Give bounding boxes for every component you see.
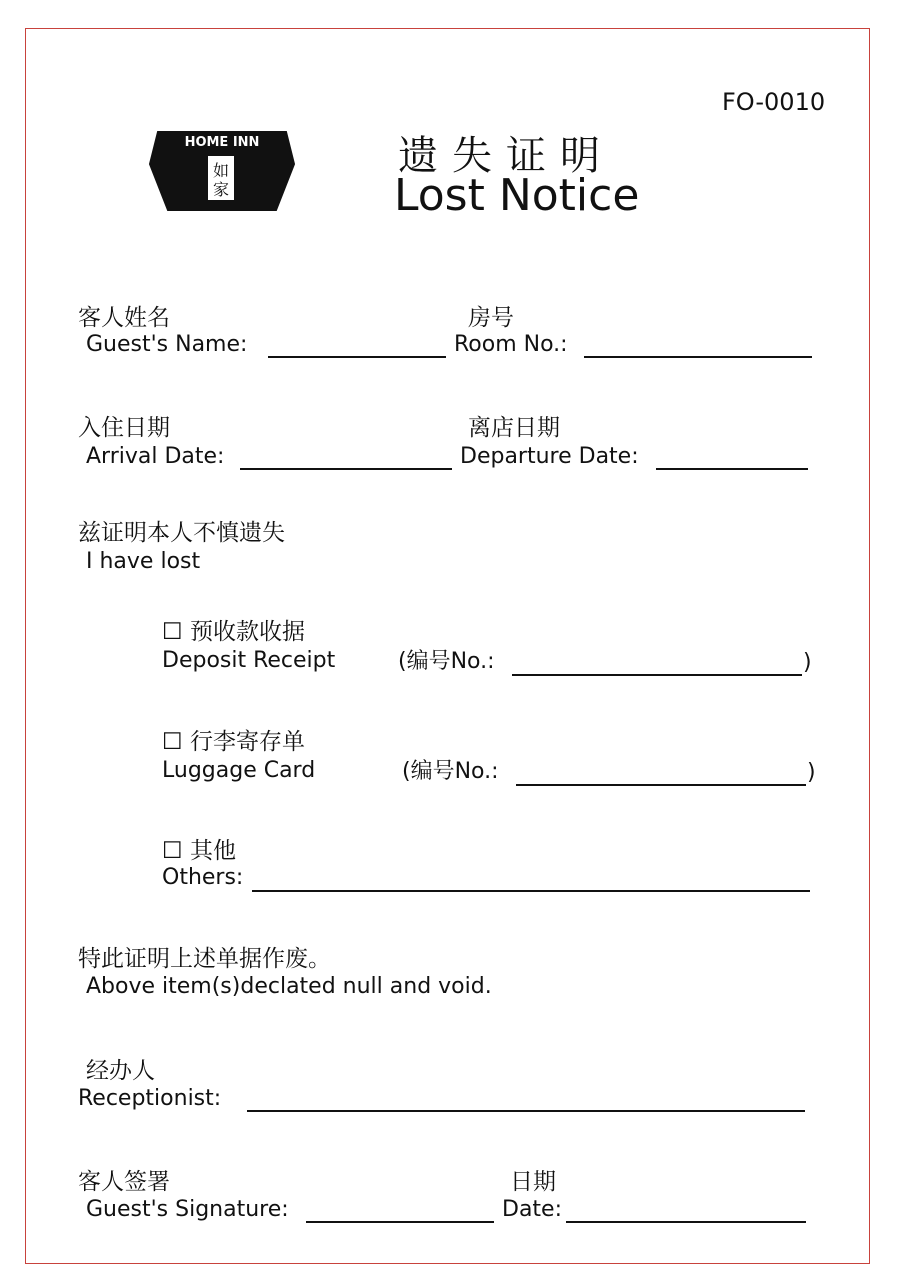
others-label: Others: [162,865,244,890]
room-no-label-cn: 房号 [468,305,514,331]
luggage-card-no-field[interactable] [516,784,806,786]
luggage-card-no-label: (编号No.: [402,759,499,784]
receptionist-field[interactable] [247,1110,805,1112]
room-no-field[interactable] [584,356,812,358]
lost-label-cn: 兹证明本人不慎遗失 [78,520,285,546]
title-chinese: 遗失证明 [398,133,614,179]
others-checkbox[interactable]: ☐ [162,838,183,864]
void-statement: Above item(s)declated null and void. [86,974,492,999]
arrival-label-cn: 入住日期 [78,415,170,441]
deposit-receipt-checkbox[interactable]: ☐ [162,619,183,645]
signature-label: Guest's Signature: [86,1197,289,1222]
void-statement-cn: 特此证明上述单据作废。 [78,946,331,972]
others-item-cn [162,839,236,863]
guest-name-label-cn: 客人姓名 [78,305,170,331]
luggage-card-close-paren: ) [807,760,816,785]
logo-brand-text: HOME INN [184,135,260,150]
luggage-card-label: Luggage Card [162,758,316,783]
receptionist-label-cn: 经办人 [86,1058,155,1084]
guest-name-label: Guest's Name: [86,332,248,357]
signature-field[interactable] [306,1221,494,1223]
luggage-card-label-cn: 行李寄存单 [189,729,305,755]
departure-label: Departure Date: [460,444,639,469]
receptionist-label: Receptionist: [78,1086,222,1111]
date-label: Date: [502,1197,562,1222]
arrival-date-field[interactable] [240,468,452,470]
logo-char-2: 家 [212,180,230,199]
room-no-label: Room No.: [454,332,568,357]
form-code: FO-0010 [722,88,826,116]
home-inn-logo [148,124,296,214]
deposit-receipt-no-label: (编号No.: [398,649,495,674]
departure-label-cn: 离店日期 [468,415,560,441]
deposit-receipt-label-cn: 预收款收据 [189,619,305,645]
signature-label-cn: 客人签署 [78,1169,170,1195]
date-label-cn: 日期 [510,1169,556,1195]
deposit-receipt-item-cn [162,620,305,644]
arrival-label: Arrival Date: [86,444,225,469]
title-english: Lost Notice [394,170,640,221]
luggage-card-item-cn [162,730,305,754]
others-field[interactable] [252,890,810,892]
departure-date-field[interactable] [656,468,808,470]
lost-label: I have lost [86,549,201,574]
deposit-receipt-no-field[interactable] [512,674,802,676]
deposit-receipt-close-paren: ) [803,650,812,675]
deposit-receipt-label: Deposit Receipt [162,648,336,673]
others-label-cn: 其他 [189,838,236,864]
guest-name-field[interactable] [268,356,446,358]
date-field[interactable] [566,1221,806,1223]
logo-char-1: 如 [212,161,230,180]
luggage-card-checkbox[interactable]: ☐ [162,729,183,755]
